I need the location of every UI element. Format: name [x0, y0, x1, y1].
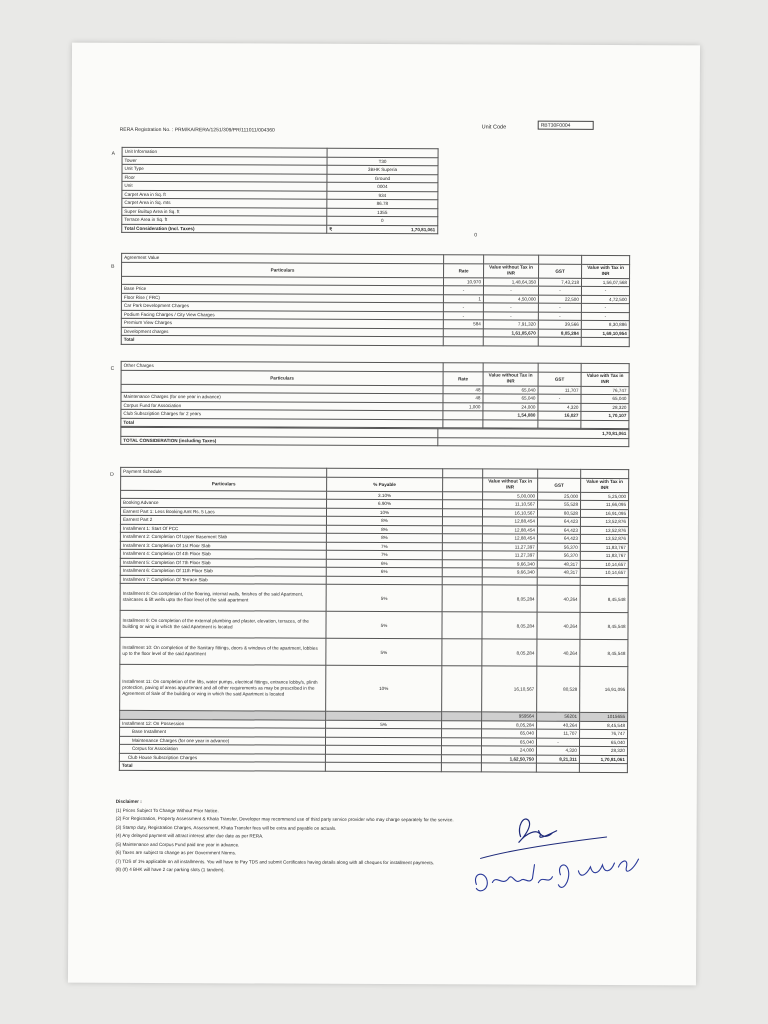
unit-information-table: [121, 147, 438, 234]
rera-registration: RERA Registration No. : PRM/KA/RERA/1251/309/PR/111011/004360: [119, 126, 275, 134]
disclaimer-line: (4) Any delayed payment will attract interest after due date as per RERA.: [115, 832, 264, 839]
table-row: Tower T30: [122, 156, 438, 166]
section-a-title: Unit Information: [122, 147, 327, 156]
disclaimer-line: (1) Prices Subject To Change Without Prior Notice.: [115, 807, 219, 813]
table-row: Particulars Rate Value without Tax in INR GST Value with Tax in INR: [121, 370, 629, 386]
table-row: Unit Type 3BHK Superia: [122, 164, 438, 174]
disclaimer-line: (6) Taxes are subject to change as per Government Norms.: [115, 849, 237, 856]
table-row: Development charges 1,61,05,670 8,05,284 1,69,10,954: [121, 327, 629, 338]
table-row: Base Installment 65,040 11,707 76,747: [120, 727, 628, 738]
table-row: Installment 1: Start Of PCC 8% 12,88,454 64,423 13,52,876: [120, 524, 628, 535]
disclaimer-line: (2) For Registration, Property Assessment & Khata Transfer, Developer may recommend use of third party service provider who may charge separately for the service.: [115, 815, 454, 823]
disclaimer-line: (5) Maintenance and Corpus Fund paid one year in advance.: [115, 841, 240, 847]
table-row: Car Park Development Charges - - - -: [121, 301, 629, 312]
grand-total-table: [120, 427, 629, 447]
grand-total-value: 1,70,81,061: [438, 429, 629, 438]
table-row: Installment 7: Completion Of Terrace Slab: [120, 575, 628, 586]
section-b-title: Agreement Value: [122, 253, 444, 263]
table-row: 48 65,040 11,707 76,747: [121, 384, 629, 395]
section-a-marker: A: [111, 150, 115, 157]
table-row: Earnest Part 1: Less Booking Amt Rs. 5 Lacs 10% 16,10,567 80,528 16,91,095: [120, 507, 628, 518]
table-row: Earnest Part 2 8% 12,88,454 64,423 13,52,876: [120, 515, 628, 526]
disclaimer-line: (3) Stamp duty, Registration Charges, Assessment, Khata Transfer fees will be extra and payable on actuals.: [115, 824, 337, 831]
disclaimer-line: (7) TDS of 1% applicable on all installments. You will have to Pay TDS and submit Certificates having details along with all cheques for installment payments.: [115, 858, 435, 865]
disclaimer-title: Disclaimer :: [115, 798, 142, 804]
table-row: 10,970 1,48,64,350 7,43,218 1,56,07,568: [121, 276, 629, 287]
table-row: [121, 436, 629, 447]
unit-code-label: Unit Code: [481, 124, 507, 131]
section-d-marker: D: [110, 471, 114, 478]
signature-lower: [468, 844, 648, 905]
table-row: Podium Facing Charges / City View Charges - - - -: [121, 310, 629, 321]
table-row: Club Subscription Charges for 2 years 1,54,080 16,027 1,70,107: [121, 409, 629, 420]
table-row: Total Consideration (Incl. Taxes) ₹ 1,70,81,061: [122, 224, 438, 234]
table-row: Total: [121, 418, 629, 429]
disclaimer-line: (8) (If) 4 BHK will have 2 car parking slots (1 tandem).: [115, 866, 225, 873]
document-page: [68, 43, 700, 986]
table-row: Installment 12: On Possession 5% 8,05,284 40,264 8,45,548: [120, 719, 628, 730]
table-row: Installment 9: On completion of the external plumbing and plaster, elevation, terraces, of the building or wing in which the said Apartment is located 5% 8,05,284 40,264 8,45,548: [120, 610, 628, 639]
section-c-marker: C: [110, 365, 115, 372]
table-row: Club House Subscription Charges 1,62,50,750 8,21,311 1,70,81,061: [119, 753, 627, 764]
table-row: Floor Rise ( FRC) 1 4,50,000 22,500 4,72,500: [121, 293, 629, 304]
section-c-title: Other Charges: [121, 361, 443, 371]
section-b-marker: B: [111, 263, 115, 270]
table-row: Corpus for Association 24,000 4,320 28,320: [119, 744, 627, 755]
table-row: Super Builtup Area in Sq. ft 1355: [122, 207, 438, 217]
grand-total-label: TOTAL CONSIDERATION (including Taxes): [121, 436, 438, 446]
table-row: Unit 0004: [122, 181, 438, 191]
unit-code-value: RBT30F0004: [538, 121, 594, 130]
payment-schedule-table: [119, 467, 629, 773]
table-row: Installment 5: Completion Of 7th Floor Slab 6% 9,66,340 48,317 10,14,657: [120, 558, 628, 569]
total-consideration-value: 1,70,81,061: [410, 226, 436, 232]
table-row: 959564 56201 1015655: [120, 710, 628, 721]
table-row: Base Price - - - -: [121, 284, 629, 295]
table-row: Installment 3: Completion Of 1st Floor Slab 7% 11,27,397 56,370 11,83,767: [120, 541, 628, 552]
table-row: Installment 4: Completion Of 4th Floor Slab 7% 11,27,397 56,370 11,83,767: [120, 549, 628, 560]
table-row: Installment 2: Completion Of Upper Basement Slab 8% 12,88,454 64,423 13,52,876: [120, 532, 628, 543]
table-row: Booking Advance 6.90% 11,10,567 55,528 11,66,095: [121, 498, 629, 509]
table-row: Installment 11: On completion of the lifts, water pumps, electrical fittings, entrance lobby/s, plinth protection, paving of areas appurtenant and all other requirements as may be prescribed in the Agreement of Sale of the building or wing in which the said Apartment is located 10% 16,10,567 80,528 16,91,095: [120, 664, 628, 712]
table-row: Particulars Rate Value without Tax in INR GST Value with Tax in INR: [122, 262, 630, 278]
section-d-title: Payment Schedule: [121, 467, 327, 476]
table-row: Maintenance Charges (for one year in advance) 65,040 - 65,040: [119, 736, 627, 747]
table-row: Installment 6: Completion Of 11th Floor Slab 6% 9,66,340 48,317 10,14,657: [120, 566, 628, 577]
table-row: Total: [121, 335, 629, 346]
table-row: 3.10% 5,00,000 25,000 5,25,000: [121, 490, 629, 501]
table-row: Corpus Fund for Association 1,000 24,000 4,320 28,320: [121, 401, 629, 412]
table-row: Total: [119, 761, 627, 772]
disclaimer: [115, 798, 453, 876]
table-row: Premium View Charges 584 7,91,320 39,566 8,30,886: [121, 318, 629, 329]
table-row: Installment 10: On completion of the Sanitary fittings, doors & windows of the apartment, lobbies up to the floor level of the said Apartment 5% 8,05,284 40,264 8,45,548: [120, 637, 628, 666]
side-value: 0: [474, 232, 478, 239]
table-row: Floor Ground: [122, 173, 438, 183]
other-charges-table: [120, 361, 629, 429]
table-row: Carpet Area in Sq. mts 86.78: [122, 198, 438, 208]
table-row: Carpet Area in Sq. ft 934: [122, 190, 438, 200]
table-row: Terrace Area in Sq. ft 0: [122, 215, 438, 225]
table-row: Maintenance Charges (for one year in advance) 48 65,040 - 65,040: [121, 392, 629, 403]
table-row: Particulars % Payable Value without Tax in INR GST Value with Tax in INR: [121, 476, 629, 492]
agreement-value-table: [121, 253, 630, 347]
total-consideration-label: Total Consideration (Incl. Taxes): [122, 224, 327, 233]
table-row: Installment 8: On completion of the flooring, internal walls, finishes of the said Apartment, staircases & lift wells upto the floor level of the said apartment 5% 8,05,284 40,264 8,45,548: [120, 583, 628, 612]
